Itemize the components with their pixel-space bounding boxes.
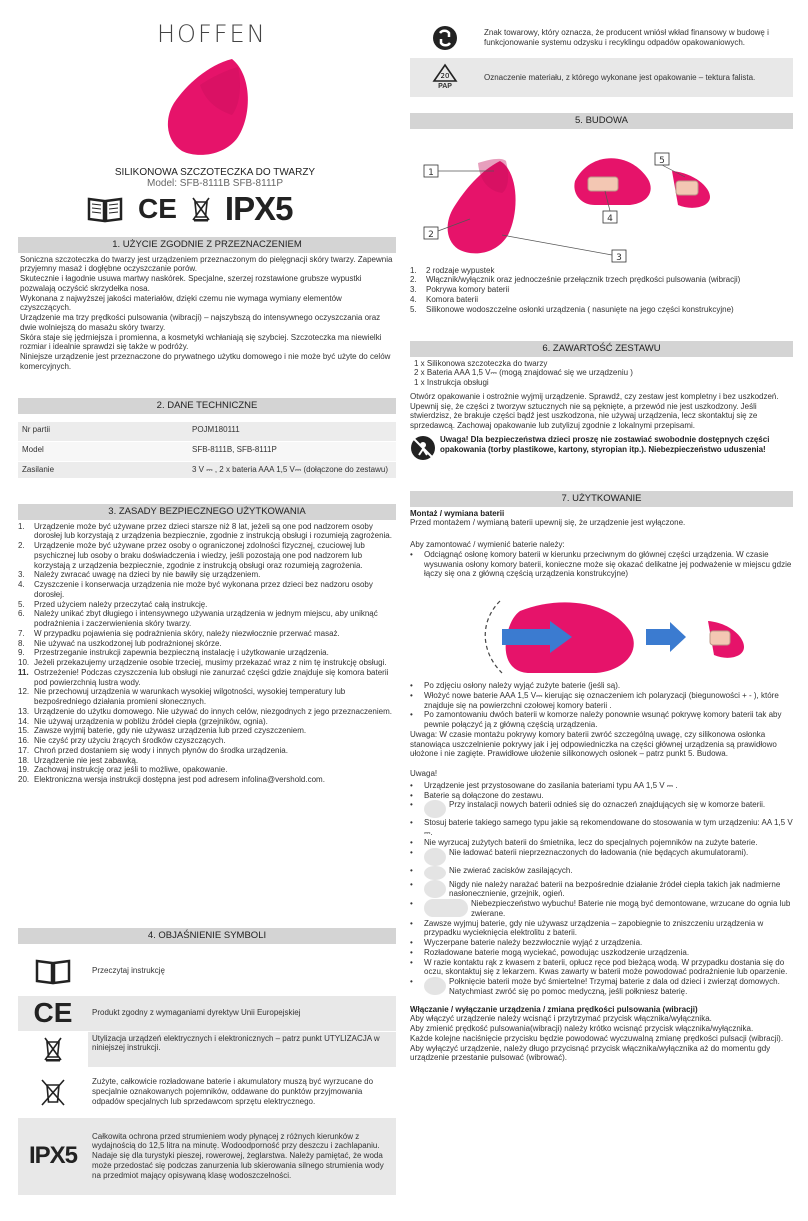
pap-label: PAP xyxy=(438,83,452,91)
symbol-text: Produkt zgodny z wymaganiami dyrektyw Unii Europejskiej xyxy=(92,1008,301,1018)
paragraph: Niniejsze urządzenie jest przeznaczone do prywatnego użytku domowego i nie może być użyte do celów komercyjnych. xyxy=(20,352,391,371)
note: Uwaga: W czasie montażu pokrywy komory baterii zwróć szczególną uwagę, czy silikonowa osłonka stanowiąca uszczelnienie pokrywy jak i jej odpowiedniczka na części głównej urządzenia są prawidłowo ułożone i nie zagięte. Prawidłowe ułożenie silikonowych osłonek – patrz punkt 5. Budowa. xyxy=(410,729,777,759)
list-item: 14. Nie używaj urządzenia w pobliżu źródeł ciepła (grzejników, ognia). xyxy=(18,716,268,726)
list-item: 1 x Instrukcja obsługi xyxy=(414,378,489,388)
list-item: • Nie wyrzucaj zużytych baterii do śmietnika, lecz do specjalnych pojemników na zużyte baterie. xyxy=(410,837,758,847)
book-icon xyxy=(86,195,124,223)
list-item: • Włożyć nowe baterie AAA 1,5 V⎓ kierując się oznaczeniem ich polaryzacji (biegunowości + - ), które znajduje się na powierzchni czołowej komory baterii . xyxy=(410,690,779,710)
symbol-text: Zużyte, całkowicie rozładowane baterie i akumulatory muszą być wyrzucane do specjalnie oznakowanych pojemników, oddawane do punktów przyjmowania odpadów specjalnych lub sprzedawcom sprzętu elektrycznego. xyxy=(92,1077,374,1106)
list-item: • W razie kontaktu rąk z kwasem z baterii, opłucz ręce pod bieżącą wodą. W przypadku dostania się do oczu, skontaktuj się z lekarzem. Kwas zawarty w baterii może powodować podrażnienie lub oparzenie. xyxy=(410,957,788,977)
symbol-text: Oznaczenie materiału, z którego wykonane jest opakowanie – tektura falista. xyxy=(484,72,756,82)
section-contents xyxy=(410,341,793,461)
symbol-text: Znak towarowy, który oznacza, że producent wniósł wkład finansowy w budowę i funkcjonowanie systemu odzysku i recyklingu odpadów opakowaniowych. xyxy=(484,27,769,47)
battery-polarity-icon xyxy=(424,800,446,818)
weee-bin-icon xyxy=(191,196,211,222)
list-item: • Połknięcie baterii może być śmiertelne! Trzymaj baterie z dala od dzieci i zwierząt domowych. Natychmiast zwróć się po pomoc medyczną, jeśli połkniesz baterię. xyxy=(410,977,780,996)
list-item: 10. Jeżeli przekazujemy urządzenie osobie trzeciej, musimy przekazać wraz z nim tę instrukcję obsługi. xyxy=(18,658,387,668)
construction-list xyxy=(410,266,793,315)
symbol-row xyxy=(18,1118,396,1196)
paragraph: Urządzenie ma trzy prędkości pulsowania (wibracji) – najszybszą do intensywnego oczyszczania oraz dwie wolniejszą do masażu skóry twarzy. xyxy=(20,313,381,332)
symbol-row xyxy=(18,1068,396,1118)
section-header: 2. DANE TECHNICZNE xyxy=(18,398,396,414)
list-item: 5. Silikonowe wodoszczelne osłonki urządzenia ( nasunięte na jego części konstrukcyjne) xyxy=(410,304,734,314)
section-header: 5. BUDOWA xyxy=(410,113,793,129)
list-item: 20. Elektroniczna wersja instrukcji dostępna jest pod adresem infolina@vershold.com. xyxy=(18,775,325,785)
pap-number: 20 xyxy=(440,72,450,81)
battery-cover-diagram xyxy=(410,581,793,681)
green-dot-icon xyxy=(432,25,458,51)
list-item: 4. Komora baterii xyxy=(410,294,479,304)
section-construction xyxy=(410,113,793,314)
list-item: 2 x Bateria AAA 1,5 V⎓ (mogą znajdować się we urządzeniu ) xyxy=(414,368,633,378)
list-item: 17. Chroń przed dostaniem się wody i innych płynów do środka urządzenia. xyxy=(18,745,288,755)
callout-5: 5 xyxy=(659,155,665,166)
list-item: 2. Włącznik/wyłącznik oraz jednocześnie przełącznik trzech prędkości pulsowania (wibracji) xyxy=(410,275,741,285)
certification-icons xyxy=(86,189,326,227)
list-item: 19. Zachowaj instrukcję oraz jeśli to możliwe, opakowanie. xyxy=(18,765,228,775)
list-item: • Przy instalacji nowych baterii odnieś się do oznaczeń znajdujących się w komorze baterii. xyxy=(410,800,793,818)
list-item: 1. 2 rodzaje wypustek xyxy=(410,265,495,275)
table-value: POJM180111 xyxy=(188,422,396,442)
no-children-icon xyxy=(410,435,436,461)
warning-text: Uwaga! Dla bezpieczeństwa dzieci proszę nie zostawiać swobodnie dostępnych części opakowania (torby plastikowe, kartony, styropian itp.). Niebezpieczeństwo uduszenia! xyxy=(440,434,770,454)
paragraph: Soniczna szczoteczka do twarzy jest urządzeniem przeznaczonym do pielęgnacji skóry twarzy. Zapewnia przyjemny masaż i dogłębne oczyszczanie porów. xyxy=(20,254,393,274)
warnings-title: Uwaga! xyxy=(410,769,438,779)
list-item: 18. Urządzenie nie jest zabawką. xyxy=(18,755,139,765)
section-header: 3. ZASADY BEZPIECZNEGO UŻYTKOWANIA xyxy=(18,504,396,520)
battery-warnings xyxy=(410,781,793,997)
list-item: • Baterie są dołączone do zestawu. xyxy=(410,790,544,800)
paragraph: Aby zmienić prędkość pulsowania(wibracji) należy krótko wcisnąć przycisk włącznika/wyłącznika. xyxy=(410,1024,754,1034)
table-key: Zasilanie xyxy=(18,462,188,479)
paragraph: Otwórz opakowanie i ostrożnie wyjmij urządzenie. Sprawdź, czy zestaw jest kompletny i bez uszkodzeń. Upewnij się, że części z tworzyw sztucznych nie są pęknięte, a przewód nie jest uszkodzony. Jeśli stwierdzisz, że brakuje części bądź jest uszkodzona, nie używaj urządzenia, lecz skontaktuj się ze sprzedawcą. Zachowaj opakowanie lub zutylizuj zgodnie z lokalnymi przepisami. xyxy=(410,391,779,431)
list-item: 6. Należy unikać zbyt długiego i intensywnego używania urządzenia w jednym miejscu, aby uniknąć podrażnienia i zaczerwienienia skóry twarzy. xyxy=(18,609,378,629)
list-item: • Urządzenie jest przystosowane do zasilania bateriami typu AA 1,5 V ⎓ . xyxy=(410,780,678,790)
list-item: 16. Nie czyść przy użyciu żrących środków czyszczących. xyxy=(18,736,226,746)
list-item: • Nigdy nie należy narażać baterii na bezpośrednie działanie źródeł ciepła takich jak nadmierne nasłonecznienie, grzejnik, ogień. xyxy=(410,879,781,899)
list-item: 8. Nie używać na uszkodzonej lub podrażnionej skórze. xyxy=(18,638,222,648)
list-item: 12. Nie przechowuj urządzenia w warunkach wysokiej wilgotności, wysokiej temperatury lub bezpośredniego działania promieni słonecznych. xyxy=(18,687,346,707)
table-key: Model xyxy=(18,442,188,462)
no-swallow-icon xyxy=(424,977,446,995)
paragraph: Wykonana z najwyższej jakości materiałów, dzięki czemu nie wymaga wymiany elementów czyszczących. xyxy=(20,293,342,313)
no-short-circuit-icon xyxy=(424,866,446,880)
symbol-row xyxy=(18,1032,396,1068)
symbol-row xyxy=(410,58,793,98)
section-header: 1. UŻYCIE ZGODNIE Z PRZEZNACZENIEM xyxy=(18,237,396,253)
list-item: • Rozładowane baterie mogą wyciekać, powodując uszkodzenie urządzenia. xyxy=(410,947,690,957)
construction-diagram xyxy=(410,131,793,266)
section-symbols xyxy=(18,928,396,1196)
ce-mark-icon: CE xyxy=(33,997,73,1028)
section-header: 7. UŻYTKOWANIE xyxy=(410,491,793,507)
list-item: • Po zdjęciu osłony należy wyjąć zużyte baterie (jeśli są). xyxy=(410,681,621,691)
section-usage xyxy=(410,491,793,1063)
list-item: 1 x Silikonowa szczoteczka do twarzy xyxy=(414,358,548,368)
callout-2: 2 xyxy=(428,229,434,240)
list-item: 1. Urządzenie może być używane przez dzieci starsze niż 8 lat, jeżeli są one pod nadzorem osoby dorosłej lub korzystają z urządzenia bezpiecznie, zgodnie z instrukcją obsługi i rozumieją zagrożenia. xyxy=(18,521,392,541)
list-item: 3. Pokrywa komory baterii xyxy=(410,285,510,295)
symbol-row xyxy=(410,18,793,58)
subheading: Montaż / wymiana baterii xyxy=(410,508,505,518)
list-item: 11. Ostrzeżenie! Podczas czyszczenia lub obsługi nie zanurzać części gdzie znajduje się komora baterii pod powierzchnią lustra wody. xyxy=(18,667,389,687)
list-item: 9. Przestrzeganie instrukcji zapewnia bezpieczną instalację i użytkowanie urządzenia. xyxy=(18,648,329,658)
book-icon xyxy=(34,957,72,985)
section-header: 6. ZAWARTOŚĆ ZESTAWU xyxy=(410,341,793,357)
intended-use-text xyxy=(18,253,396,372)
list-item: • Nie ładować baterii nieprzeznaczonych do ładowania (nie będących akumulatorami). xyxy=(410,848,793,866)
list-item: 3. Należy zwracać uwagę na dzieci by nie bawiły się urządzeniem. xyxy=(18,570,261,580)
ipx5-mark-icon: IPX5 xyxy=(224,189,293,227)
table-key: Nr partii xyxy=(18,422,188,442)
recycle-triangle-icon xyxy=(432,63,458,83)
no-heat-icon xyxy=(424,880,446,898)
brand-logo: HOFFEN xyxy=(157,20,267,48)
symbol-text: Przeczytaj instrukcję xyxy=(92,966,165,976)
warning-box xyxy=(410,435,793,461)
section-header: 4. OBJAŚNIENIE SYMBOLI xyxy=(18,928,396,944)
weee-bin-icon xyxy=(43,1036,63,1062)
usage-bullets-2 xyxy=(410,681,793,730)
list-item: 2. Urządzenie może być używane przez osoby o ograniczonej zdolności fizycznej, czuciowej lub psychicznej lub osoby o braku doświadczenia i wiedzy, jeśli pozostają one pod nadzorem lub korzystają z urządzenia bezpiecznie, zgodnie z instrukcją obsługi oraz rozumieją zagrożenia. xyxy=(18,541,365,570)
ipx5-icon: IPX5 xyxy=(28,1142,78,1170)
paragraph: Każde kolejne naciśnięcie przycisku będzie powodować wyczuwalną zmianę prędkości pulsacji (wibracji). xyxy=(410,1033,784,1043)
table-row xyxy=(18,422,396,442)
section-technical-data xyxy=(18,398,396,479)
list-item: 13. Urządzenie do użytku domowego. Nie używać do innych celów, niezgodnych z jego przeznaczeniem. xyxy=(18,706,392,716)
product-image xyxy=(160,55,260,160)
explosion-warning-icon xyxy=(424,899,468,917)
paragraph: Aby zamontować / wymienić baterie należy: xyxy=(410,540,565,550)
paragraph: Aby wyłączyć urządzenie, należy długo przycisnąć przycisk włącznika/wyłącznika aż do momentu gdy urządzenie przestanie pulsować (wibrować). xyxy=(410,1043,771,1063)
paragraph: Skutecznie i łagodnie usuwa martwy naskórek. Specjalne, szerzej rozstawione grubsze wypustki pozwalają oczyścić skrzydełka nosa. xyxy=(20,274,362,293)
product-title: SILIKONOWA SZCZOTECZKA DO TWARZY xyxy=(114,167,316,178)
paragraph: Skóra staje się jędrniejsza i promienna, a kosmetyki wchłaniają się szybciej. Szczoteczka ma niewielki rozmiar i idealnie sprawdzi się także w podróży. xyxy=(20,332,382,352)
list-item: • Nie zwierać zacisków zasilających. xyxy=(410,866,793,880)
list-item: • Niebezpieczeństwo wybuchu! Baterie nie mogą być demontowane, wrzucane do ognia lub zwierane. xyxy=(410,899,791,918)
symbol-text: Całkowita ochrona przed strumieniem wody płynącej z różnych kierunków z wydajnością do 12,5 litra na minutę. Wodoodporność przy deszczu i zachlapaniu. Nadaje się dla turystyki pieszej, rowerowej, żeglarstwa. Należy pamiętać, że woda może przedostać się podczas zanurzenia lub skierowania silnego strumienia wody na przedmiot mający opisywaną klasę wodoszczelności. xyxy=(92,1131,384,1180)
section-safety xyxy=(18,504,396,785)
table-value: 3 V ⎓ , 2 x bateria AAA 1,5 V⎓ (dołączone do zestawu) xyxy=(188,462,396,479)
table-row xyxy=(18,442,396,462)
callout-3: 3 xyxy=(616,252,622,263)
paragraph: Przed montażem / wymianą baterii upewnij się, że urządzenie jest wyłączone. xyxy=(410,518,686,528)
list-item: 4. Czyszczenie i konserwacja urządzenia nie może być wykonana przez dzieci bez nadzoru osoby dorosłej. xyxy=(18,580,373,599)
recycling-symbols xyxy=(410,18,793,98)
symbol-text: Utylizacja urządzeń elektrycznych i elektronicznych – patrz punkt UTYLIZACJA w niniejszej instrukcji. xyxy=(88,1032,396,1067)
callout-1: 1 xyxy=(428,167,434,178)
list-item: • Wyczerpane baterie należy bezzwłocznie wyjąć z urządzenia. xyxy=(410,938,643,948)
table-row xyxy=(18,462,396,479)
list-item: 5. Przed użyciem należy przeczytać całą instrukcję. xyxy=(18,599,208,609)
paragraph: Aby włączyć urządzenie należy wcisnąć i przytrzymać przycisk włącznika/wyłącznika. xyxy=(410,1014,712,1024)
table-value: SFB-8111B, SFB-8111P xyxy=(188,442,396,462)
contents-list xyxy=(410,357,793,388)
list-item: 15. Zawsze wyjmij baterie, gdy nie używasz urządzenia lub przed czyszczeniem. xyxy=(18,726,307,736)
list-item: • Po zamontowaniu dwóch baterii w komorze należy ponownie wsunąć pokrywę komory baterii tak aby pewnie połączyć ją z główną częścią urządzenia. xyxy=(410,710,782,730)
product-model: Model: SFB-8111B SFB-8111P xyxy=(147,178,283,189)
battery-bin-icon xyxy=(39,1077,67,1107)
list-item: 7. W przypadku pojawienia się podrażnienia skóry, należy niezwłocznie przerwać masaż. xyxy=(18,628,340,638)
list-item: • Odciągnąć osłonę komory baterii w kierunku przeciwnym do głównej części urządzenia. W czasie wysuwania osłony komory baterii, konieczne może się okazać delikatne jej podważenie w miejscu gdzie łączy się ona z główną częścią urządzenia konstrukcyjne) xyxy=(410,549,792,579)
callout-4: 4 xyxy=(607,213,613,224)
ce-mark-icon: CE xyxy=(138,192,177,224)
list-item: • Zawsze wyjmuj baterie, gdy nie używasz urządzenia – zapobiegnie to zniszczeniu urządzenia w przypadku wycieknięcia elektrolitu z baterii. xyxy=(410,918,764,938)
usage-bullets xyxy=(410,550,793,579)
section-intended-use xyxy=(18,237,396,372)
list-item: • Stosuj baterie takiego samego typu jakie są rekomendowane do stosowania w tym urządzeniu: AA 1,5 V ⎓. xyxy=(410,818,793,838)
subheading: Włączanie / wyłączanie urządzenia / zmiana prędkości pulsowania (wibracji) xyxy=(410,1004,698,1014)
symbol-row xyxy=(18,996,396,1032)
safety-list xyxy=(18,520,396,785)
symbol-row xyxy=(18,948,396,996)
no-charge-icon xyxy=(424,848,446,866)
tech-table xyxy=(18,422,396,479)
